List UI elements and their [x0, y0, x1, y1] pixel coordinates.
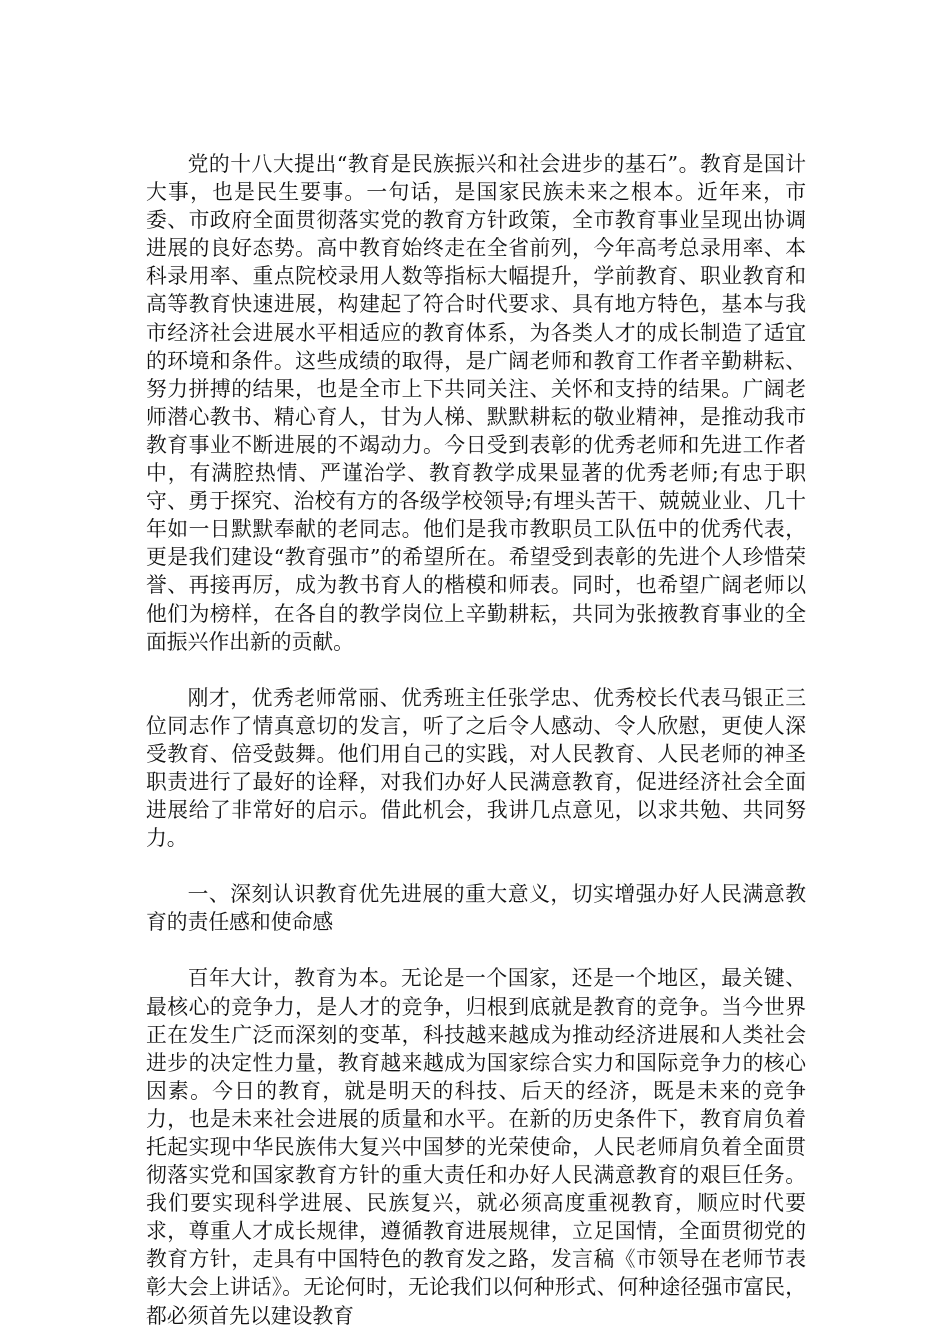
paragraph-speakers: 刚才，优秀老师常丽、优秀班主任张学忠、优秀校长代表马银正三位同志作了情真意切的发言，听了之后令人感动、令人欣慰，更使人深受教育、倍受鼓舞。他们用自己的实践，对人民教育、人民老师的神圣职责进行了最好的诠释，对我们办好人民满意教育，促进经济社会全面进展给了非常好的启示。借此机会，我讲几点意见，以求共勉、共同努力。: [146, 685, 806, 851]
paragraph-achievements: 党的十八大提出“教育是民族振兴和社会进步的基石”。教育是国计大事，也是民生要事。一句话，是国家民族未来之根本。近年来，市委、市政府全面贯彻落实党的教育方针政策，全市教育事业呈现出协调进展的良好态势。高中教育始终走在全省前列，今年高考总录用率、本科录用率、重点院校录用人数等指标大幅提升，学前教育、职业教育和高等教育快速进展，构建起了符合时代要求、具有地方特色，基本与我市经济社会进展水平相适应的教育体系，为各类人才的成长制造了适宜的环境和条件。这些成绩的取得，是广阔老师和教育工作者辛勤耕耘、努力拼搏的结果，也是全市上下共同关注、关怀和支持的结果。广阔老师潜心教书、精心育人，甘为人梯、默默耕耘的敬业精神，是推动我市教育事业不断进展的不竭动力。今日受到表彰的优秀老师和先进工作者中，有满腔热情、严谨治学、教育教学成果显著的优秀老师;有忠于职守、勇于探究、治校有方的各级学校领导;有埋头苦干、兢兢业业、几十年如一日默默奉献的老同志。他们是我市教职员工队伍中的优秀代表，更是我们建设“教育强市”的希望所在。希望受到表彰的先进个人珍惜荣誉、再接再厉，成为教书育人的楷模和师表。同时，也希望广阔老师以他们为榜样，在各自的教学岗位上辛勤耕耘，共同为张掖教育事业的全面振兴作出新的贡献。: [146, 152, 806, 654]
document-body: [146, 150, 806, 1330]
section-heading-1: 一、深刻认识教育优先进展的重大意义，切实增强办好人民满意教育的责任感和使命感: [146, 882, 806, 935]
paragraph-education-priority: 百年大计，教育为本。无论是一个国家，还是一个地区，最关键、最核心的竞争力，是人才的竞争，归根到底就是教育的竞争。当今世界正在发生广泛而深刻的变革，科技越来越成为推动经济进展和人类社会进步的决定性力量，教育越来越成为国家综合实力和国际竞争力的核心因素。今日的教育，就是明天的科技、后天的经济，既是未来的竞争力，也是未来社会进展的质量和水平。在新的历史条件下，教育肩负着托起实现中华民族伟大复兴中国梦的光荣使命，人民老师肩负着全面贯彻落实党和国家教育方针的重大责任和办好人民满意教育的艰巨任务。我们要实现科学进展、民族复兴，就必须高度重视教育，顺应时代要求，尊重人才成长规律，遵循教育进展规律，立足国情，全面贯彻党的教育方针，走具有中国特色的教育发之路，发言稿《市领导在老师节表彰大会上讲话》。无论何时，无论我们以何种形式、何种途径强市富民，都必须首先以建设教育: [146, 966, 806, 1328]
